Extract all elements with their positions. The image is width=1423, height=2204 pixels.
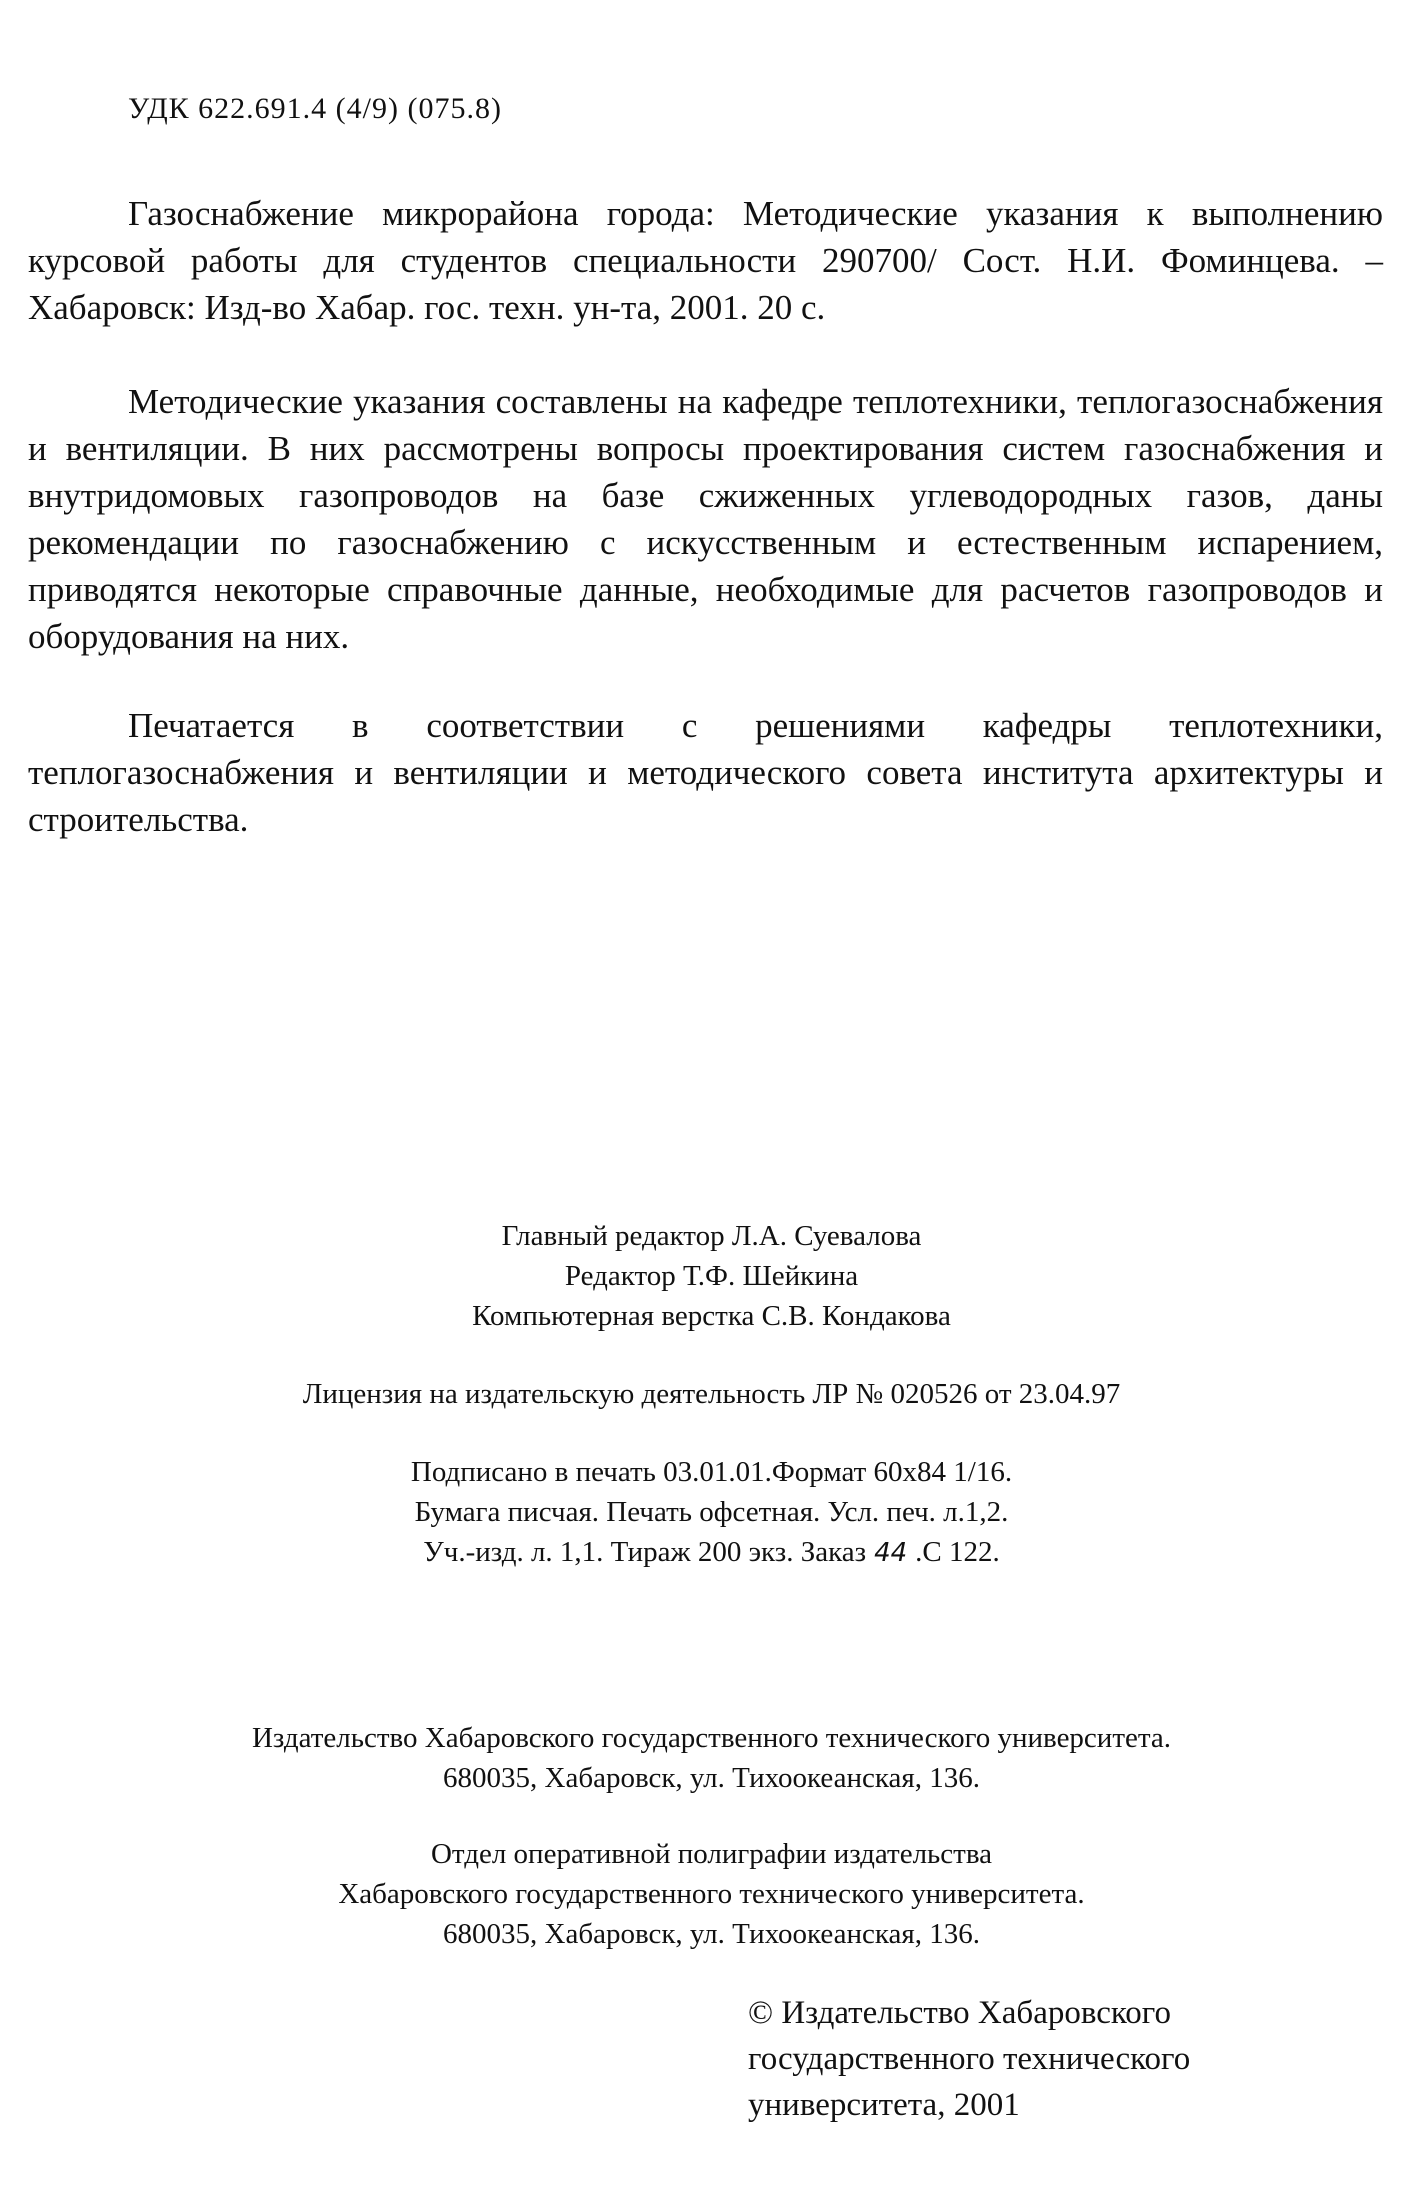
printshop-block (0, 1834, 1423, 1954)
copyright-line-3: университета, 2001 (748, 2087, 1020, 2123)
publisher-name: Издательство Хабаровского государственного технического университета. (251, 1722, 1172, 1754)
publisher-block (0, 1718, 1423, 1798)
editor-chief: Главный редактор Л.А. Суевалова (501, 1220, 922, 1252)
license-block (0, 1374, 1423, 1414)
imprint-block (0, 1452, 1423, 1573)
imprint-line-2: Бумага писчая. Печать офсетная. Усл. печ. л.1,2. (414, 1496, 1009, 1528)
bibliographic-description: Газоснабжение микрорайона города: Методические указания к выполнению курсовой работы для студентов специальности 290700/ Сост. Н.И. Фоминцева. – Хабаровск: Изд-во Хабар. гос. техн. ун-та, 2001. 20 с. (28, 194, 1383, 327)
annotation: Методические указания составлены на кафедре теплотехники, теплогазоснабжения и вентиляции. В них рассмотрены вопросы проектирования систем газоснабжения и внутридомовых газопроводов на базе сжиженных углеводородных газов, даны рекомендации по газоснабжению с искусственным и естественным испарением, приводятся некоторые справочные данные, необходимые для расчетов газопроводов и оборудования на них. (28, 382, 1383, 656)
copyright-block (748, 1990, 1190, 2128)
imprint-line-3-end: .С 122. (915, 1536, 1000, 1568)
print-approval: Печатается в соответствии с решениями кафедры теплотехники, теплогазоснабжения и вентиляции и методического совета института архитектуры и строительства. (28, 706, 1383, 839)
imprint-line-3 (0, 1532, 1423, 1573)
license-line: Лицензия на издательскую деятельность ЛР № 020526 от 23.04.97 (302, 1378, 1121, 1410)
order-number-handwritten: 44 (874, 1538, 908, 1568)
editors-block (0, 1216, 1423, 1336)
printshop-university: Хабаровского государственного технического университета. (338, 1878, 1085, 1910)
imprint-line-1: Подписано в печать 03.01.01.Формат 60x84 1/16. (410, 1456, 1013, 1488)
printshop-name: Отдел оперативной полиграфии издательства (430, 1838, 993, 1870)
imprint-line-3-text: Уч.-изд. л. 1,1. Тираж 200 экз. Заказ (423, 1536, 867, 1568)
editor: Редактор Т.Ф. Шейкина (564, 1260, 859, 1292)
copyright-line-2: государственного технического (748, 2041, 1191, 2077)
publisher-address: 680035, Хабаровск, ул. Тихоокеанская, 136. (443, 1762, 980, 1794)
layout-editor: Компьютерная верстка С.В. Кондакова (472, 1300, 951, 1332)
copyright-line-1: © Издательство Хабаровского (748, 1995, 1171, 2031)
udk-code: УДК 622.691.4 (4/9) (075.8) (128, 92, 502, 125)
printshop-address: 680035, Хабаровск, ул. Тихоокеанская, 136. (443, 1918, 980, 1950)
